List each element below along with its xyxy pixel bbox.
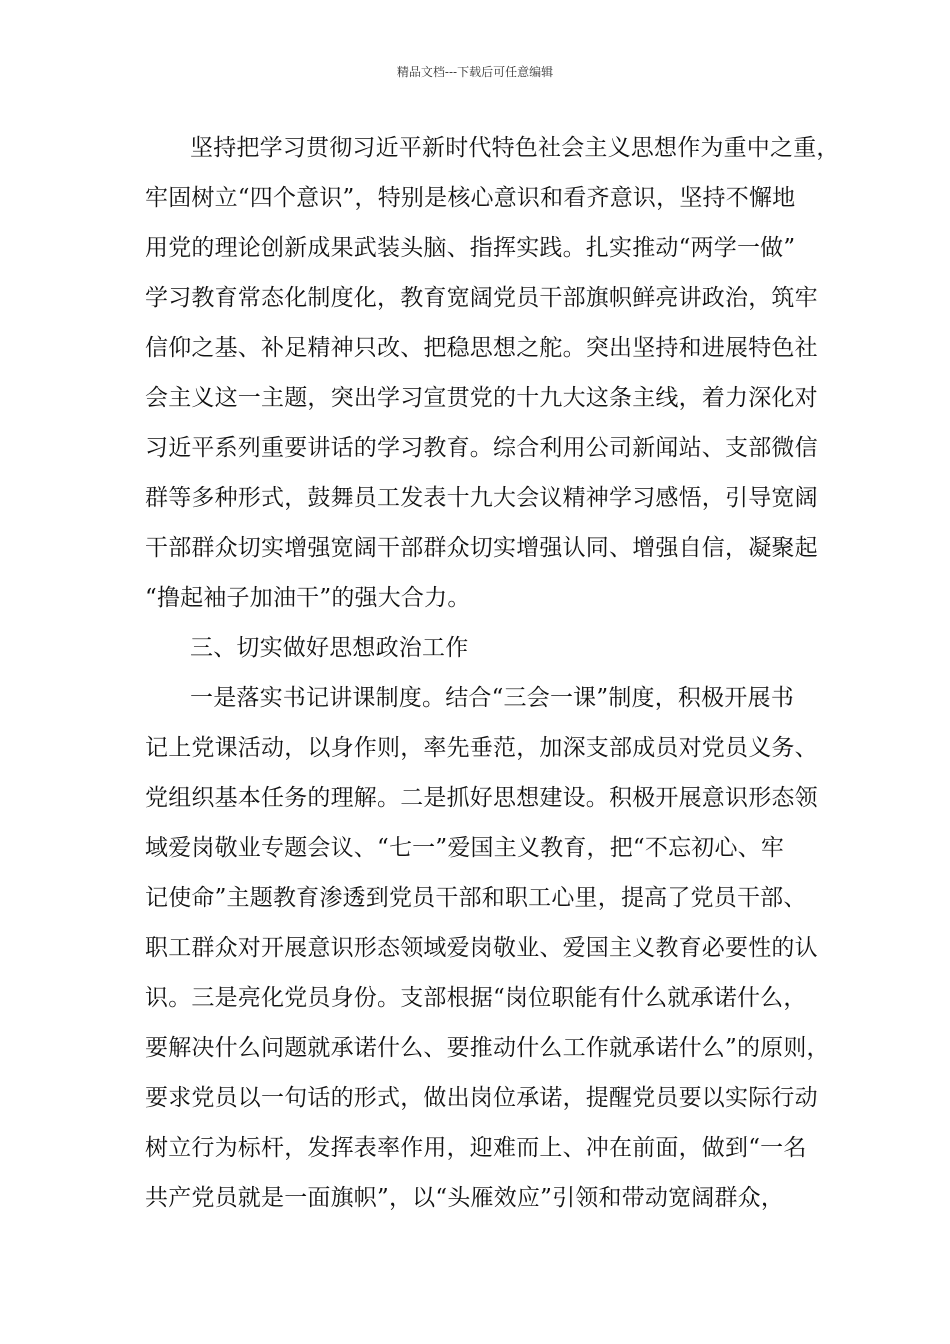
page-header: 精品文档---下载后可任意编辑 <box>396 65 554 79</box>
paragraph-line: 党组织基本任务的理解。二是抓好思想建设。积极开展意识形态领 <box>145 785 818 811</box>
paragraph-line: 要求党员以一句话的形式，做出岗位承诺，提醒党员要以实际行动 <box>145 1085 818 1111</box>
paragraph-line: 记上党课活动，以身作则，率先垂范，加深支部成员对党员义务、 <box>145 735 818 761</box>
paragraph-line: “撸起袖子加油干”的强大合力。 <box>145 585 471 611</box>
paragraph-line: 群等多种形式，鼓舞员工发表十九大会议精神学习感悟，引导宽阔 <box>145 485 818 511</box>
paragraph-line: 树立行为标杆，发挥表率作用，迎难而上、冲在前面，做到“一名 <box>145 1135 807 1161</box>
paragraph-line: 一是落实书记讲课制度。结合“三会一课”制度，积极开展书 <box>190 685 794 711</box>
paragraph-line: 干部群众切实增强宽阔干部群众切实增强认同、增强自信，凝聚起 <box>145 535 818 561</box>
paragraph-line: 共产党员就是一面旗帜”，以“头雁效应”引领和带动宽阔群众， <box>145 1185 785 1211</box>
paragraph-line: 牢固树立“四个意识”，特别是核心意识和看齐意识，坚持不懈地 <box>145 185 796 211</box>
paragraph-line: 会主义这一主题，突出学习宣贯党的十九大这条主线，着力深化对 <box>145 385 818 411</box>
section-heading: 三、切实做好思想政治工作 <box>190 635 469 661</box>
paragraph-line: 识。三是亮化党员身份。支部根据“岗位职能有什么就承诺什么， <box>145 985 807 1011</box>
paragraph-line: 要解决什么问题就承诺什么、要推动什么工作就承诺什么”的原则， <box>145 1035 830 1061</box>
paragraph-line: 职工群众对开展意识形态领域爱岗敬业、爱国主义教育必要性的认 <box>145 935 818 961</box>
paragraph-line: 坚持把学习贯彻习近平新时代特色社会主义思想作为重中之重， <box>190 135 840 161</box>
paragraph-line: 信仰之基、补足精神只改、把稳思想之舵。突出坚持和进展特色社 <box>145 335 818 361</box>
paragraph-line: 学习教育常态化制度化，教育宽阔党员干部旗帜鲜亮讲政治，筑牢 <box>145 285 818 311</box>
paragraph-line: 域爱岗敬业专题会议、“七一”爱国主义教育，把“不忘初心、牢 <box>145 835 785 861</box>
paragraph-line: 记使命”主题教育渗透到党员干部和职工心里，提高了党员干部、 <box>145 885 807 911</box>
paragraph-line: 习近平系列重要讲话的学习教育。综合利用公司新闻站、支部微信 <box>145 435 818 461</box>
paragraph-line: 用党的理论创新成果武装头脑、指挥实践。扎实推动“两学一做” <box>145 235 796 261</box>
